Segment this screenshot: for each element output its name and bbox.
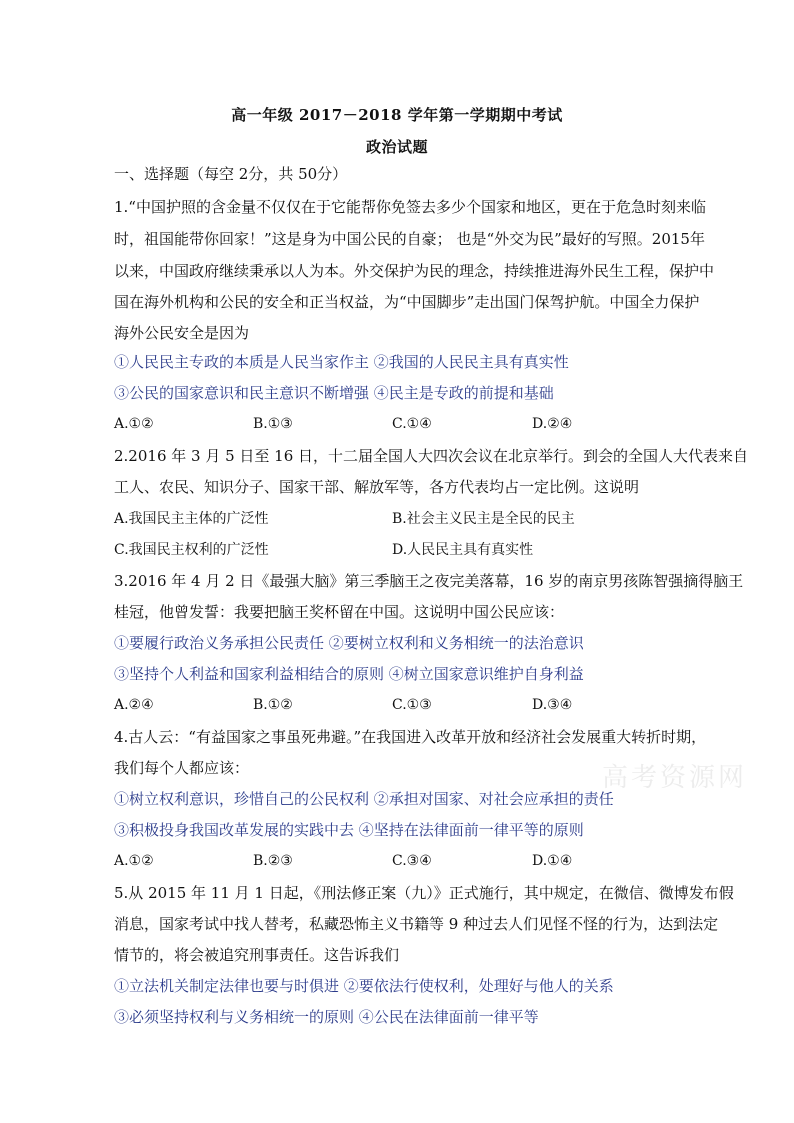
q4-option-1: ①树立权利意识，珍惜自己的公民权利 ②承担对国家、对社会应承担的责任	[114, 790, 614, 808]
q5-line-3: 情节的，将会被追究刑事责任。这告诉我们	[114, 946, 400, 964]
q4-choice-a: A.①②	[114, 853, 154, 869]
q1-line-5: 海外公民安全是因为	[114, 324, 250, 342]
q2-choice-c: C.我国民主权利的广泛性	[114, 542, 269, 558]
q3-choice-a: A.②④	[114, 697, 154, 713]
q1-choice-c: C.①④	[392, 416, 432, 432]
exam-title: 高一年级 2017－2018 学年第一学期期中考试	[231, 106, 563, 124]
q2-choice-a: A.我国民主主体的广泛性	[114, 511, 269, 527]
q1-choice-d: D.②④	[532, 416, 573, 432]
q5-option-2: ③必须坚持权利与义务相统一的原则 ④公民在法律面前一律平等	[114, 1008, 539, 1026]
q3-choice-d: D.③④	[532, 697, 573, 713]
q4-option-2: ③积极投身我国改革发展的实践中去 ④坚持在法律面前一律平等的原则	[114, 821, 584, 839]
q1-choice-b: B.①③	[253, 416, 293, 432]
q5-line-2: 消息，国家考试中找人替考，私藏恐怖主义书籍等 9 种过去人们见怪不怪的行为，达到法定	[114, 915, 719, 933]
q1-line-4: 国在海外机构和公民的安全和正当权益，为“中国脚步”走出国门保驾护航。中国全力保护	[114, 293, 700, 311]
section-heading: 一、选择题（每空 2分，共 50分）	[114, 165, 348, 183]
q2-line-2: 工人、农民、知识分子、国家干部、解放军等，各方代表均占一定比例。这说明	[114, 478, 640, 496]
q2-choice-d: D.人民民主具有真实性	[392, 542, 534, 558]
q3-choice-b: B.①②	[253, 697, 293, 713]
q1-option-2: ③公民的国家意识和民主意识不断增强 ④民主是专政的前提和基础	[114, 384, 554, 402]
q4-choice-d: D.①④	[532, 853, 573, 869]
q1-choice-a: A.①②	[114, 416, 154, 432]
q2-choice-b: B.社会主义民主是全民的民主	[392, 511, 575, 527]
q1-line-1: 1.“中国护照的含金量不仅仅在于它能帮你免签去多少个国家和地区，更在于危急时刻来临	[114, 198, 706, 216]
q1-line-3: 以来，中国政府继续秉承以人为本。外交保护为民的理念，持续推进海外民生工程，保护中	[114, 262, 715, 280]
exam-subtitle: 政治试题	[365, 138, 428, 156]
q4-choice-c: C.③④	[392, 853, 432, 869]
q3-line-2: 桂冠，他曾发誓：我要把脑王奖杯留在中国。这说明中国公民应该：	[114, 603, 565, 621]
q1-line-2: 时，祖国能带你回家！”这是身为中国公民的自豪； 也是“外交为民”最好的写照。2015年	[114, 230, 705, 248]
q4-choice-b: B.②③	[253, 853, 293, 869]
q1-option-1: ①人民民主专政的本质是人民当家作主 ②我国的人民民主具有真实性	[114, 353, 569, 371]
q4-line-1: 4.古人云：“有益国家之事虽死弗避。”在我国进入改革开放和经济社会发展重大转折时期，	[114, 728, 707, 746]
q3-choice-c: C.①③	[392, 697, 432, 713]
q2-line-1: 2.2016 年 3 月 5 日至 16 日，十二届全国人大四次会议在北京举行。到会的全国人大代表来自	[114, 447, 749, 465]
q5-option-1: ①立法机关制定法律也要与时俱进 ②要依法行使权利，处理好与他人的关系	[114, 977, 614, 995]
q3-option-2: ③坚持个人利益和国家利益相结合的原则 ④树立国家意识维护自身利益	[114, 665, 584, 683]
q5-line-1: 5.从 2015 年 11 月 1 日起，《刑法修正案（九）》正式施行，其中规定，在微信、微博发布假	[114, 884, 734, 902]
q4-line-2: 我们每个人都应该：	[114, 759, 250, 777]
watermark: 高考资源网	[602, 763, 748, 793]
q3-option-1: ①要履行政治义务承担公民责任 ②要树立权利和义务相统一的法治意识	[114, 634, 584, 652]
q3-line-1: 3.2016 年 4 月 2 日《最强大脑》第三季脑王之夜完美落幕，16 岁的南京男孩陈智强摘得脑王	[114, 572, 744, 590]
